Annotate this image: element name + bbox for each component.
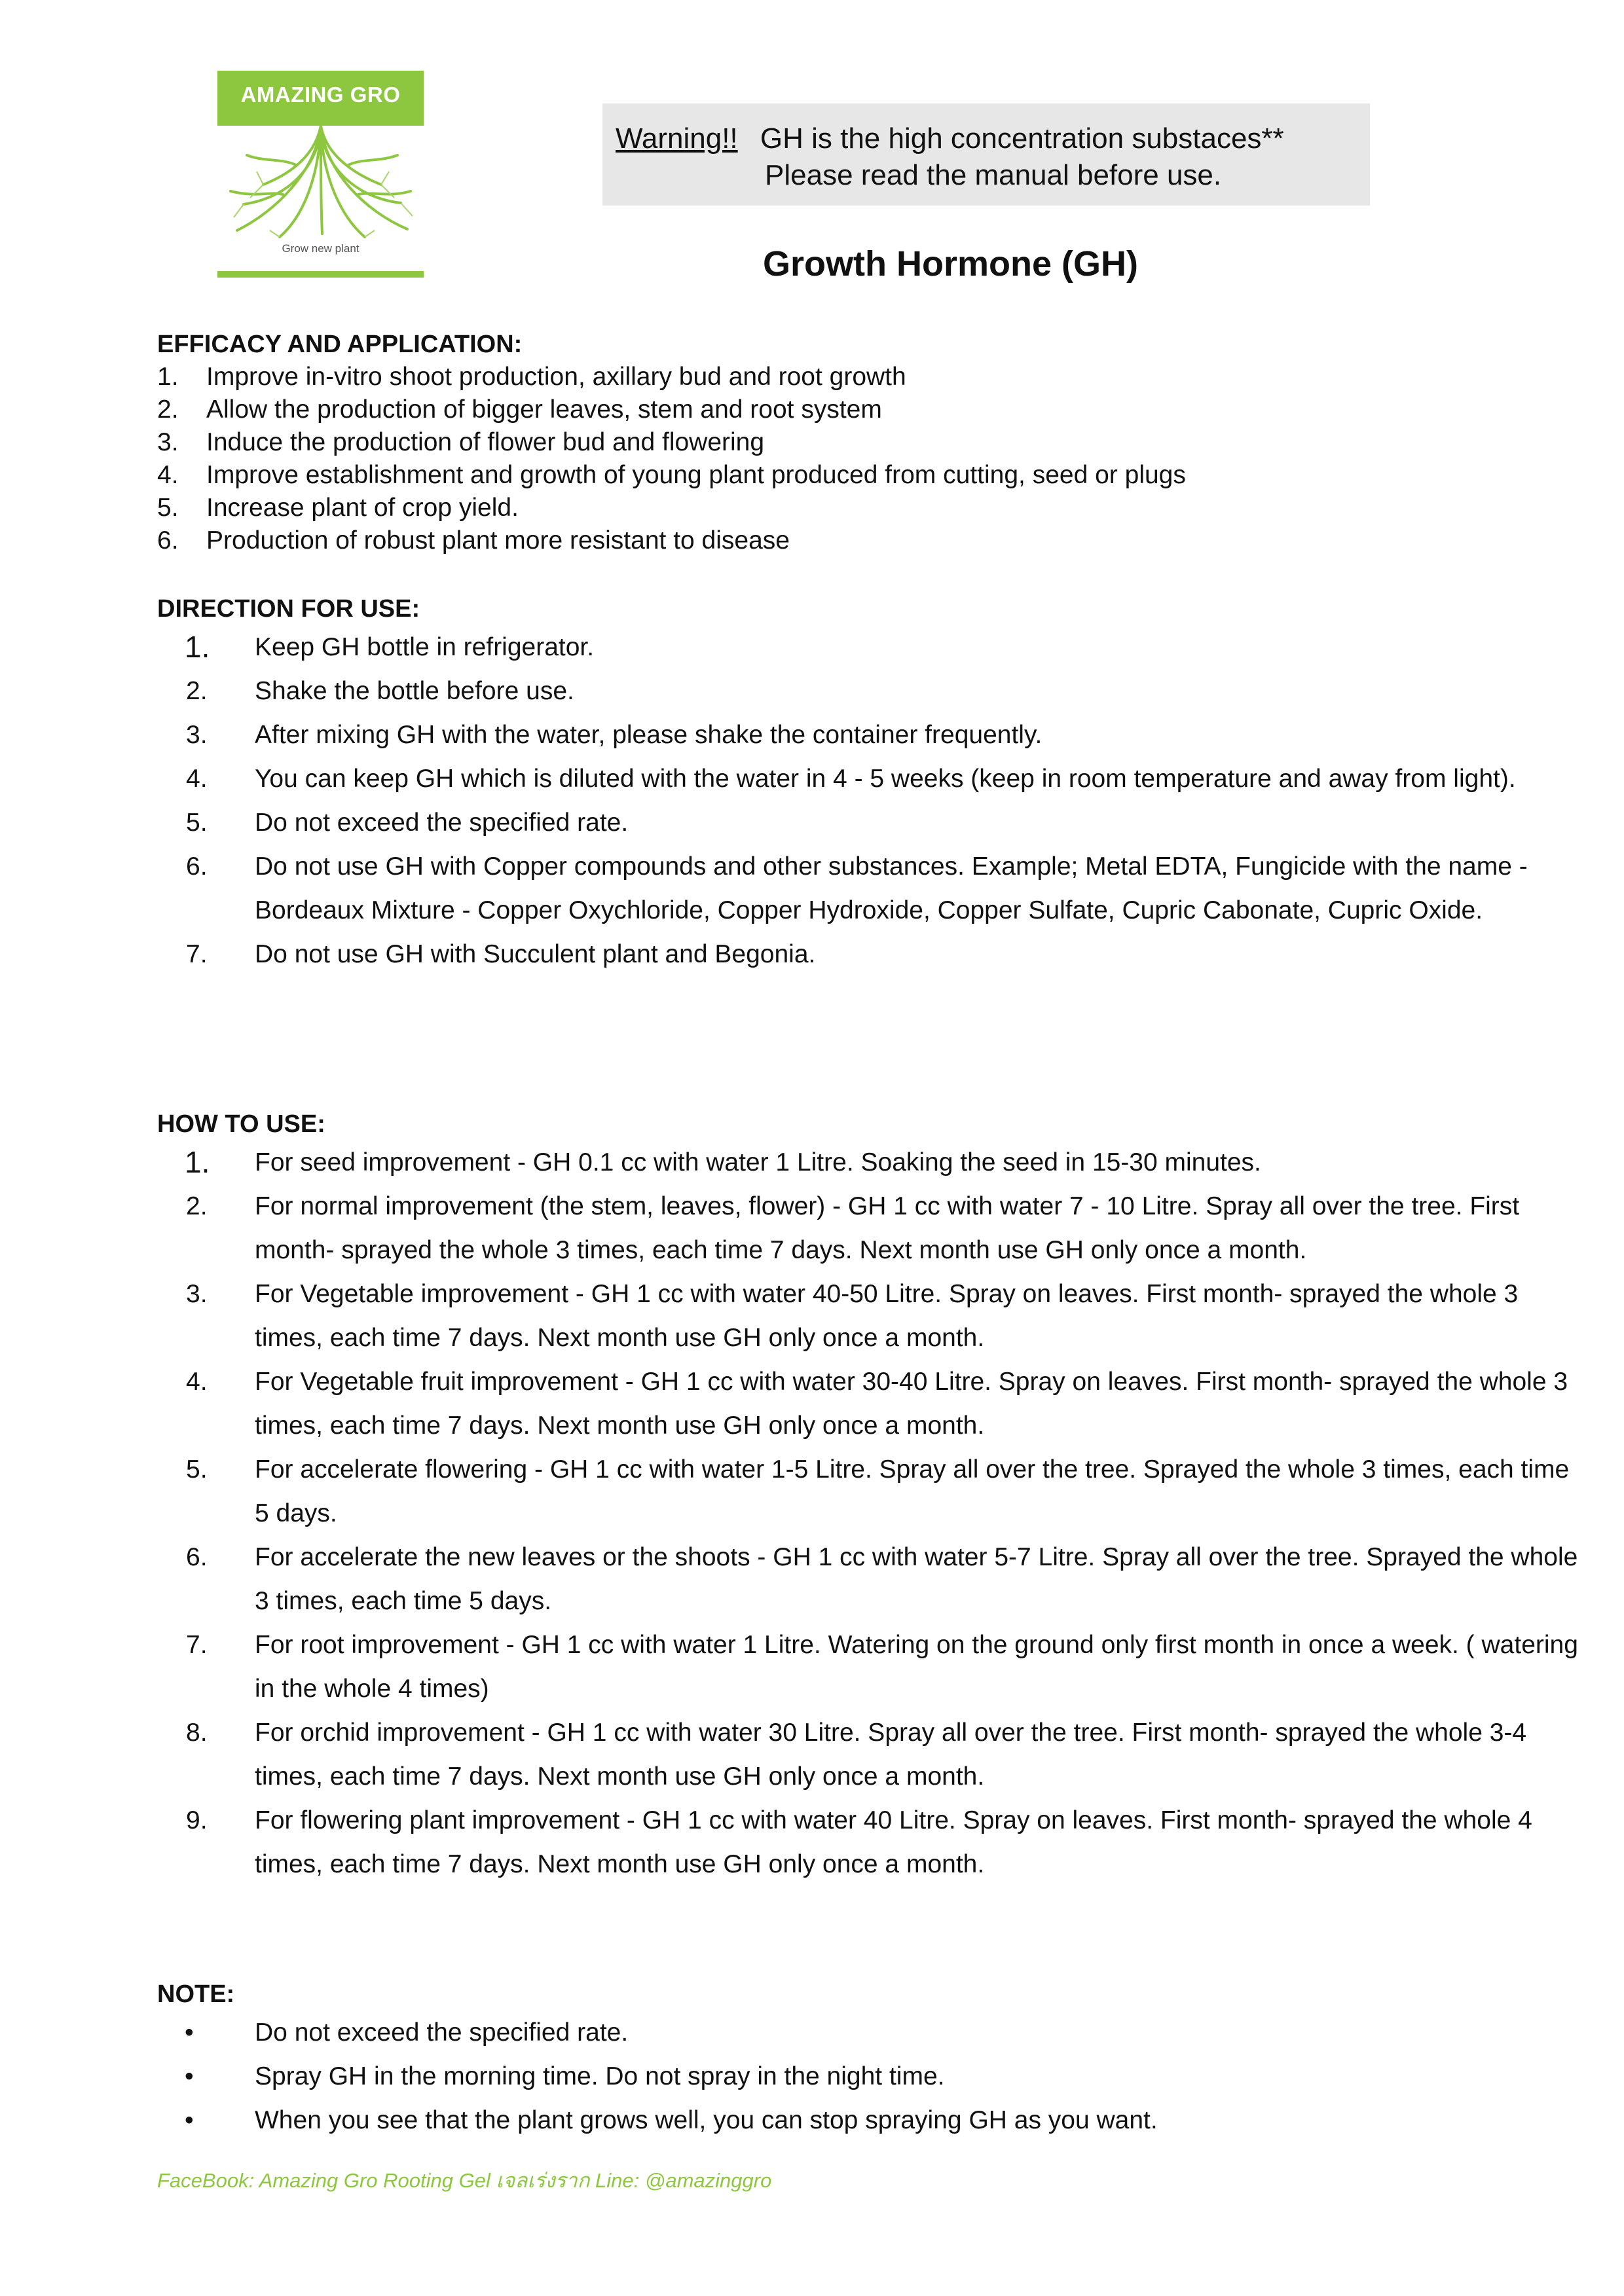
item-text: Shake the bottle before use.	[255, 677, 574, 705]
item-number: 6.	[186, 1543, 208, 1571]
item-number: 7.	[186, 1631, 208, 1659]
list-item	[157, 757, 1584, 801]
direction-list	[157, 625, 1584, 976]
list-item	[157, 1535, 1584, 1623]
item-text: Do not use GH with Succulent plant and Begonia.	[255, 940, 816, 968]
logo-bottom-bar	[217, 271, 424, 278]
list-item	[157, 492, 1186, 524]
item-text: Keep GH bottle in refrigerator.	[255, 633, 595, 661]
item-number: 5.	[157, 494, 179, 522]
bullet-icon: •	[185, 2106, 194, 2134]
list-item	[157, 1272, 1584, 1360]
logo-banner	[217, 71, 424, 126]
footer-contact: FaceBook: Amazing Gro Rooting Gel เจลเร่งราก Line: @amazinggro	[157, 2169, 772, 2192]
how-to-use-list	[157, 1140, 1584, 1886]
item-text: When you see that the plant grows well, you can stop spraying GH as you want.	[255, 2106, 1158, 2134]
item-number: 4.	[157, 461, 179, 489]
item-number: 4.	[186, 1368, 208, 1396]
efficacy-section	[157, 328, 1186, 557]
list-item	[157, 393, 1186, 426]
item-text: Do not exceed the specified rate.	[255, 2018, 629, 2047]
bullet-icon: •	[185, 2062, 194, 2090]
item-number: 9.	[186, 1806, 208, 1834]
item-number: 1.	[185, 1145, 210, 1179]
item-text: Improve in-vitro shoot production, axillary bud and root growth	[206, 363, 906, 391]
item-number: 4.	[186, 765, 208, 793]
item-text: Allow the production of bigger leaves, stem and root system	[206, 395, 882, 424]
item-text: For accelerate the new leaves or the shoots - GH 1 cc with water 5-7 Litre. Spray all over the tree. Sprayed the whole 3 times, each time 5 days.	[255, 1543, 1578, 1615]
item-text: For accelerate flowering - GH 1 cc with water 1-5 Litre. Spray all over the tree. Sprayed the whole 3 times, each time 5 days.	[255, 1455, 1570, 1527]
list-item	[157, 713, 1584, 757]
item-number: 3.	[157, 428, 179, 456]
item-text: Production of robust plant more resistant to disease	[206, 526, 790, 555]
list-item	[157, 1360, 1584, 1448]
note-heading: NOTE:	[157, 1980, 235, 2008]
list-item	[157, 932, 1584, 976]
warning-box	[602, 103, 1370, 206]
how-to-use-heading: HOW TO USE:	[157, 1110, 325, 1138]
bullet-icon: •	[185, 2018, 194, 2047]
logo-tagline: Grow new plant	[282, 242, 360, 255]
brand-logo	[217, 71, 424, 278]
list-item	[157, 1798, 1584, 1886]
list-item	[157, 669, 1584, 713]
list-item	[157, 2011, 1584, 2054]
list-item	[157, 625, 1584, 669]
list-item	[157, 801, 1584, 845]
item-number: 5.	[186, 1455, 208, 1484]
direction-heading: DIRECTION FOR USE:	[157, 595, 420, 623]
item-number: 6.	[186, 852, 208, 881]
list-item	[157, 1140, 1584, 1184]
warning-line-1	[616, 120, 1284, 157]
item-number: 3.	[186, 1280, 208, 1308]
item-text: Increase plant of crop yield.	[206, 494, 519, 522]
item-number: 3.	[186, 721, 208, 749]
item-text: You can keep GH which is diluted with the water in 4 - 5 weeks (keep in room temperature and away from light).	[255, 765, 1516, 793]
item-number: 2.	[186, 677, 208, 705]
list-item	[157, 1711, 1584, 1798]
item-text: Improve establishment and growth of young plant produced from cutting, seed or plugs	[206, 461, 1186, 489]
item-text: After mixing GH with the water, please shake the container frequently.	[255, 721, 1043, 749]
list-item	[157, 1184, 1584, 1272]
item-text: For seed improvement - GH 0.1 cc with water 1 Litre. Soaking the seed in 15-30 minutes.	[255, 1148, 1261, 1176]
warning-text-2: Please read the manual before use.	[765, 159, 1222, 191]
item-number: 8.	[186, 1719, 208, 1747]
list-item	[157, 2054, 1584, 2098]
item-text: For Vegetable improvement - GH 1 cc with water 40-50 Litre. Spray on leaves. First month- sprayed the whole 3 times, each time 7 days. Next month use GH only once a month.	[255, 1280, 1519, 1352]
efficacy-heading: EFFICACY AND APPLICATION:	[157, 331, 523, 358]
item-text: Spray GH in the morning time. Do not spray in the night time.	[255, 2062, 945, 2090]
list-item	[157, 426, 1186, 459]
list-item	[157, 845, 1584, 932]
efficacy-list	[157, 361, 1186, 557]
item-text: For normal improvement (the stem, leaves, flower) - GH 1 cc with water 7 - 10 Litre. Spray all over the tree. First month- sprayed the whole 3 times, each time 7 days. Next month use GH only once a month.	[255, 1192, 1520, 1264]
list-item	[157, 2098, 1584, 2142]
item-text: Induce the production of flower bud and flowering	[206, 428, 765, 456]
list-item	[157, 361, 1186, 393]
warning-text-1: GH is the high concentration substaces**	[760, 122, 1284, 155]
item-text: For root improvement - GH 1 cc with water 1 Litre. Watering on the ground only first month in once a week. ( watering in the whole 4 times)	[255, 1631, 1578, 1703]
logo-brand-name: AMAZING GRO	[240, 82, 401, 107]
item-text: Do not exceed the specified rate.	[255, 809, 629, 837]
list-item	[157, 1623, 1584, 1711]
item-number: 1.	[157, 363, 179, 391]
how-to-use-section	[157, 1108, 1584, 1886]
note-list	[157, 2011, 1584, 2142]
item-number: 2.	[186, 1192, 208, 1220]
item-number: 5.	[186, 809, 208, 837]
item-number: 2.	[157, 395, 179, 424]
item-number: 7.	[186, 940, 208, 968]
warning-label: Warning!!	[616, 122, 738, 155]
note-section	[157, 1978, 1584, 2142]
item-text: For flowering plant improvement - GH 1 cc with water 40 Litre. Spray on leaves. First month- sprayed the whole 4 times, each time 7 days. Next month use GH only once a month.	[255, 1806, 1532, 1878]
item-number: 6.	[157, 526, 179, 555]
item-text: For Vegetable fruit improvement - GH 1 cc with water 30-40 Litre. Spray on leaves. First month- sprayed the whole 3 times, each time 7 days. Next month use GH only once a month.	[255, 1368, 1568, 1440]
direction-section	[157, 592, 1584, 976]
item-number: 1.	[185, 630, 210, 664]
item-text: Do not use GH with Copper compounds and other substances. Example; Metal EDTA, Fungicide with the name - Bordeaux Mixture - Copper Oxychloride, Copper Hydroxide, Copper Sulfate, Cupric Cabonate, Cupric Oxide.	[255, 852, 1528, 924]
list-item	[157, 1448, 1584, 1535]
page-title: Growth Hormone (GH)	[763, 244, 1138, 283]
list-item	[157, 524, 1186, 557]
item-text: For orchid improvement - GH 1 cc with water 30 Litre. Spray all over the tree. First month- sprayed the whole 3-4 times, each time 7 days. Next month use GH only once a month.	[255, 1719, 1527, 1791]
list-item	[157, 459, 1186, 492]
